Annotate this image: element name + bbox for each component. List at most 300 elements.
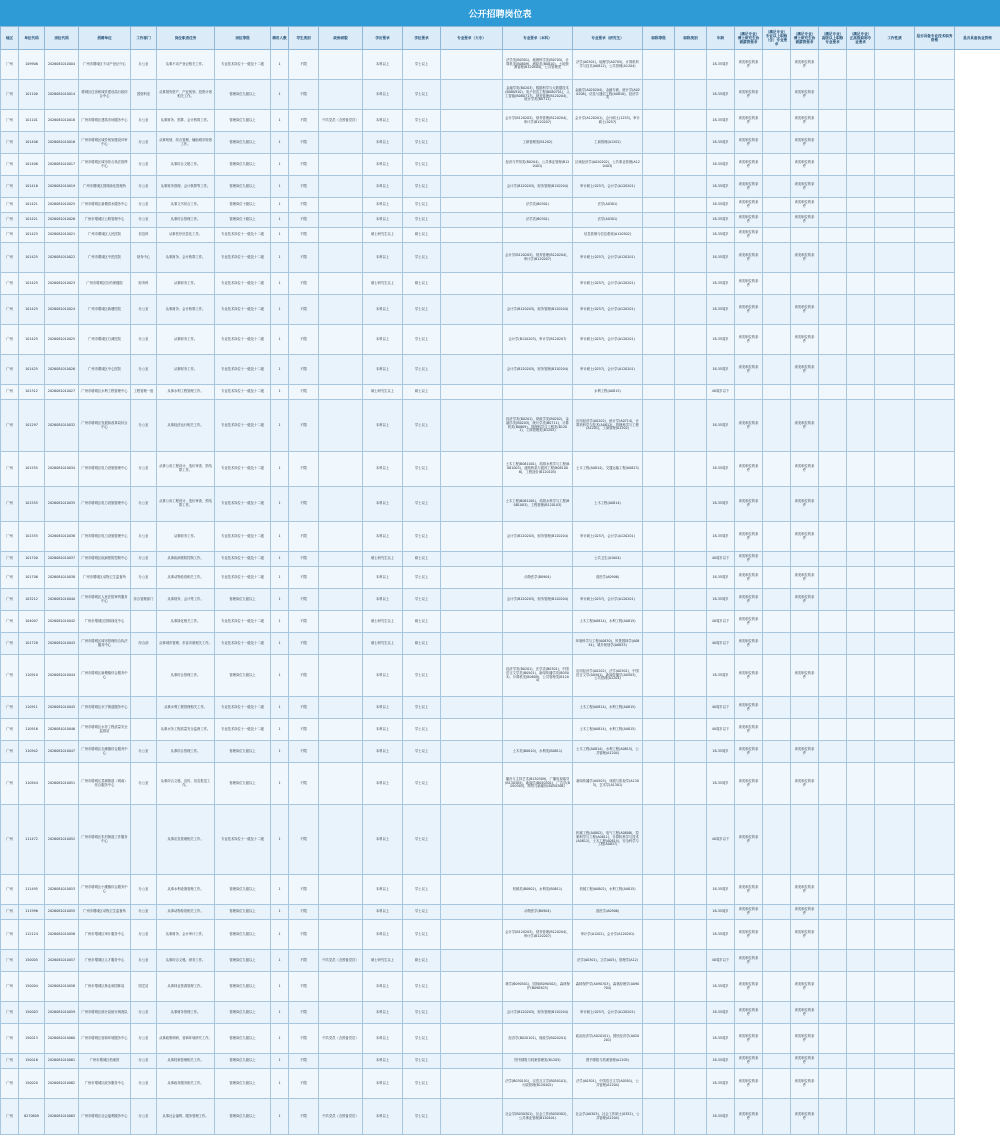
table-cell: 不限 xyxy=(289,719,319,741)
table-cell: 中共党员（含预备党员） xyxy=(319,950,363,972)
table-cell: 该类职位的条件 xyxy=(735,325,763,355)
table-cell xyxy=(915,875,955,905)
table-cell: 专业技术岗位十一级及十二级 xyxy=(215,552,271,567)
table-cell: 学士以上 xyxy=(403,719,441,741)
table-cell: 从事财务工作。 xyxy=(157,355,215,385)
table-cell xyxy=(847,132,875,154)
table-cell: 办公室 xyxy=(131,905,157,920)
table-cell xyxy=(791,228,819,243)
table-cell: 广州市增城区动物卫生监督所 xyxy=(79,567,131,589)
table-cell xyxy=(915,972,955,1002)
table-cell: 2026081010057 xyxy=(45,950,79,972)
table-cell: 广州市增城区荔城街道（城南）综合服务中心 xyxy=(79,763,131,805)
table-cell: 广州市增城区朱村街道工作服务中心 xyxy=(79,805,131,875)
table-cell: 1 xyxy=(271,452,289,487)
table-cell: 2026081010061 xyxy=(45,1054,79,1069)
table-cell: 办公室 xyxy=(131,875,157,905)
table-cell: 1 xyxy=(271,355,289,385)
table-cell: 1 xyxy=(271,655,289,697)
table-cell: 办公室 xyxy=(131,1099,157,1135)
table-cell xyxy=(915,50,955,80)
table-cell: 硕士以上 xyxy=(403,950,441,972)
table-cell xyxy=(441,950,503,972)
table-cell: 1 xyxy=(271,567,289,589)
table-cell xyxy=(319,132,363,154)
table-cell xyxy=(441,1099,503,1135)
table-cell: 2026081010047 xyxy=(45,741,79,763)
table-cell: 1 xyxy=(271,325,289,355)
table-cell xyxy=(763,905,791,920)
table-cell xyxy=(675,522,707,552)
table-cell xyxy=(763,198,791,213)
table-cell: 广州市增城区中医医院 xyxy=(79,243,131,273)
table-cell xyxy=(675,198,707,213)
table-cell: 中共党员（含预备党员） xyxy=(319,110,363,132)
table-cell: 2026081010055 xyxy=(45,905,79,920)
table-cell xyxy=(643,50,675,80)
table-cell: 18-35周岁 xyxy=(707,567,735,589)
table-cell: 不限 xyxy=(289,611,319,633)
table-cell: 学士以上 xyxy=(403,697,441,719)
table-cell xyxy=(441,522,503,552)
table-cell xyxy=(875,50,915,80)
table-cell: 该类职位的条件 xyxy=(735,50,763,80)
table-cell: 该类职位的条件 xyxy=(735,452,763,487)
table-cell xyxy=(503,273,573,295)
table-cell xyxy=(643,243,675,273)
table-cell: 综合管理部门 xyxy=(131,589,157,611)
table-cell: 18-35周岁 xyxy=(707,80,735,110)
table-cell xyxy=(319,920,363,950)
table-cell xyxy=(319,522,363,552)
table-cell xyxy=(915,132,955,154)
table-cell: 学士以上 xyxy=(403,50,441,80)
table-cell: 2026081010032 xyxy=(45,400,79,452)
table-cell: 该类职位的条件 xyxy=(735,611,763,633)
table-cell: 不限 xyxy=(289,228,319,243)
table-cell: 110910 xyxy=(19,655,45,697)
table-cell xyxy=(915,325,955,355)
table-cell xyxy=(915,295,955,325)
table-cell xyxy=(915,213,955,228)
table-cell xyxy=(441,154,503,176)
table-cell: 本科以上 xyxy=(363,110,403,132)
table-cell: 该类职位的条件 xyxy=(791,325,819,355)
table-cell: 该类职位的条件 xyxy=(735,80,763,110)
table-cell: 广州 xyxy=(1,80,19,110)
table-cell xyxy=(763,1002,791,1024)
table-cell: 广州 xyxy=(1,400,19,452)
table-cell xyxy=(675,50,707,80)
table-cell: 不限 xyxy=(289,325,319,355)
table-cell: 学士以上 xyxy=(403,567,441,589)
table-row xyxy=(1,452,1000,487)
table-cell: 学士以上 xyxy=(403,920,441,950)
table-cell: 2026081010038 xyxy=(45,567,79,589)
table-cell xyxy=(319,198,363,213)
table-cell: 广州市增城区政务服务中心 xyxy=(79,1069,131,1099)
table-cell: 广州 xyxy=(1,385,19,400)
table-cell: 2026081010021 xyxy=(45,228,79,243)
table-cell: 土木工程(A0814) xyxy=(573,487,643,522)
table-cell: 经济与贸易类(B0204)，公共事业管理(B120401) xyxy=(503,154,573,176)
table-cell: 110916 xyxy=(19,719,45,741)
table-cell: 该类职位的条件 xyxy=(791,355,819,385)
table-cell: 18-35周岁 xyxy=(707,355,735,385)
table-cell: 从事财务管理、会计核算等工作。 xyxy=(157,176,215,198)
table-cell: 111472 xyxy=(19,805,45,875)
table-cell: 学士以上 xyxy=(403,198,441,213)
table-cell: 办公室 xyxy=(131,1002,157,1024)
table-cell: 18-35周岁 xyxy=(707,763,735,805)
table-cell xyxy=(847,355,875,385)
table-cell xyxy=(319,228,363,243)
table-cell: 专业技术岗位十一级及十二级 xyxy=(215,805,271,875)
table-cell xyxy=(441,1054,503,1069)
table-cell xyxy=(675,132,707,154)
table-cell: 园艺站 xyxy=(131,972,157,1002)
table-cell: 该类职位的条件 xyxy=(735,1054,763,1069)
table-cell: 本科以上 xyxy=(363,972,403,1002)
table-cell: 信息科 xyxy=(131,228,157,243)
table-cell xyxy=(763,295,791,325)
table-cell: 社会学(A0303)，社会工作硕士(0352)，公共管理(A1204) xyxy=(573,1099,643,1135)
table-cell: 18-35周岁 xyxy=(707,452,735,487)
table-cell: 2026081010044 xyxy=(45,655,79,697)
table-cell xyxy=(643,655,675,697)
table-cell: 不限 xyxy=(289,589,319,611)
table-cell xyxy=(819,228,847,243)
table-cell xyxy=(441,552,503,567)
table-cell: 该类职位的条件 xyxy=(735,154,763,176)
table-cell: 18-35周岁 xyxy=(707,1054,735,1069)
table-cell: 本科以上 xyxy=(363,1024,403,1054)
table-cell: 101406 xyxy=(19,132,45,154)
table-cell xyxy=(915,719,955,741)
table-cell: 金融学类(B0203)，数据科学与大数据技术(B080910)，电子信息工程(B080701)，人工智能(B080717)，财务管理(B120204)，统计学类(B0711) xyxy=(503,80,573,110)
table-cell xyxy=(441,741,503,763)
table-cell: 18-35周岁 xyxy=(707,905,735,920)
table-cell xyxy=(675,920,707,950)
table-row xyxy=(1,213,1000,228)
column-header: 专业要求（大专） xyxy=(441,27,503,50)
table-cell: 该类职位的条件 xyxy=(735,655,763,697)
table-cell: 该类职位的条件 xyxy=(735,905,763,920)
table-cell: 学士以上 xyxy=(403,1054,441,1069)
table-row xyxy=(1,763,1000,805)
table-row xyxy=(1,385,1000,400)
table-cell: 2026081010035 xyxy=(45,487,79,522)
table-cell: 管理岗位九级以上 xyxy=(215,154,271,176)
table-cell xyxy=(875,805,915,875)
table-cell: 1 xyxy=(271,1002,289,1024)
table-cell xyxy=(319,611,363,633)
table-cell: 广州市增城区电力设施管理中心 xyxy=(79,452,131,487)
table-cell: 广州市增城区统计局统计调查队 xyxy=(79,1002,131,1024)
table-row xyxy=(1,80,1000,110)
table-cell xyxy=(915,154,955,176)
table-cell xyxy=(643,697,675,719)
table-cell: 广州 xyxy=(1,355,19,385)
table-cell xyxy=(847,1099,875,1135)
table-cell xyxy=(875,355,915,385)
table-cell xyxy=(441,355,503,385)
table-cell: 社会学(B030301)，社会工作(B030302)，公共事业管理(B120401) xyxy=(503,1099,573,1135)
table-cell: 学士以上 xyxy=(403,213,441,228)
table-cell: 从事财务、会计审计工作。 xyxy=(157,920,215,950)
table-cell: 管理岗位九级以上 xyxy=(215,80,271,110)
table-cell xyxy=(643,452,675,487)
table-cell: 1 xyxy=(271,198,289,213)
table-cell: 1 xyxy=(271,228,289,243)
table-cell: 150016 xyxy=(19,1054,45,1069)
table-cell: 该类职位的条件 xyxy=(791,1054,819,1069)
table-cell: 101425 xyxy=(19,325,45,355)
table-cell xyxy=(915,697,955,719)
table-cell: 1 xyxy=(271,920,289,950)
table-cell: 本科以上 xyxy=(363,487,403,522)
table-cell: 办公室 xyxy=(131,110,157,132)
table-cell xyxy=(503,633,573,655)
table-cell: 办公室 xyxy=(131,920,157,950)
table-cell xyxy=(503,611,573,633)
table-cell: 2026081010052 xyxy=(45,805,79,875)
table-cell: 2026081010019 xyxy=(45,176,79,198)
table-cell: 1 xyxy=(271,295,289,325)
table-cell: 18-35周岁 xyxy=(707,325,735,355)
table-cell: 学士以上 xyxy=(403,875,441,905)
table-cell: 专业技术岗位十一级及十二级 xyxy=(215,487,271,522)
table-cell: 中共党员（含预备党员） xyxy=(319,1099,363,1135)
table-cell: 从事社会福利、服务管理工作。 xyxy=(157,1099,215,1135)
table-cell: 150013 xyxy=(19,1024,45,1054)
table-cell: 不限 xyxy=(289,905,319,920)
table-cell: 该类职位的条件 xyxy=(791,176,819,198)
column-header: 学位要求 xyxy=(403,27,441,50)
table-cell xyxy=(763,1024,791,1054)
table-cell: 不限 xyxy=(289,355,319,385)
table-cell xyxy=(915,1024,955,1054)
table-cell xyxy=(441,905,503,920)
table-cell xyxy=(847,452,875,487)
table-cell xyxy=(915,1054,955,1069)
table-cell: 办公室 xyxy=(131,522,157,552)
table-cell xyxy=(675,719,707,741)
column-header: 聘用人数 xyxy=(271,27,289,50)
table-cell: 1 xyxy=(271,213,289,228)
table-row xyxy=(1,920,1000,950)
table-cell xyxy=(875,243,915,273)
table-cell xyxy=(915,243,955,273)
table-cell: 不限 xyxy=(289,741,319,763)
table-cell: 法学(B030101)，汉语言文学(B050101)，行政管理(B120402) xyxy=(503,1069,573,1099)
table-cell: 广州市增城区人才服务中心 xyxy=(79,950,131,972)
table-cell: 广州市增城区水务工程质量安全监督站 xyxy=(79,719,131,741)
table-cell: 从事林业资源管理工作。 xyxy=(157,972,215,1002)
table-cell: 管理岗位九级以上 xyxy=(215,950,271,972)
table-cell: 不限 xyxy=(289,50,319,80)
table-cell xyxy=(763,719,791,741)
table-cell xyxy=(643,213,675,228)
table-cell: 2026081010034 xyxy=(45,452,79,487)
table-row xyxy=(1,132,1000,154)
table-cell xyxy=(319,1054,363,1069)
table-cell xyxy=(791,950,819,972)
page-title: 公开招聘岗位表 xyxy=(0,0,1000,27)
table-cell xyxy=(847,198,875,213)
table-cell xyxy=(503,385,573,400)
table-cell: 动物医学(B0904) xyxy=(503,567,573,589)
table-cell: 不限 xyxy=(289,552,319,567)
table-cell xyxy=(819,805,847,875)
table-cell xyxy=(503,719,573,741)
table-cell: 审计学(A1202)，会计学(A120201) xyxy=(573,920,643,950)
table-cell: 土木类(B0810)，水利类(B0811) xyxy=(503,741,573,763)
table-cell: 40周岁以下 xyxy=(707,611,735,633)
table-cell xyxy=(847,154,875,176)
table-cell xyxy=(847,213,875,228)
table-cell: 18-35周岁 xyxy=(707,1002,735,1024)
column-header: 是否具备专业技术职务资格 xyxy=(915,27,955,50)
table-row xyxy=(1,552,1000,567)
table-row xyxy=(1,950,1000,972)
table-cell: 本科以上 xyxy=(363,567,403,589)
table-cell xyxy=(441,697,503,719)
table-cell: 硕士以上 xyxy=(403,552,441,567)
table-row xyxy=(1,50,1000,80)
table-cell xyxy=(847,80,875,110)
table-cell xyxy=(319,80,363,110)
table-cell: 广州 xyxy=(1,487,19,522)
table-cell: 18-35周岁 xyxy=(707,920,735,950)
table-cell: 管理岗位九级以上 xyxy=(215,589,271,611)
table-cell: 从事综合管理工作。 xyxy=(157,741,215,763)
table-header-row xyxy=(1,27,1000,50)
table-cell xyxy=(763,875,791,905)
table-cell xyxy=(503,228,573,243)
table-cell: 广州市增城区城市管理综合执法服务中心 xyxy=(79,633,131,655)
table-cell xyxy=(819,741,847,763)
table-cell xyxy=(875,552,915,567)
table-cell: 广州市增城区电力设施管理中心 xyxy=(79,487,131,522)
table-cell xyxy=(319,697,363,719)
table-cell xyxy=(675,950,707,972)
table-cell: 广州市增城区城乡规划建设评审中心 xyxy=(79,132,131,154)
table-cell xyxy=(441,1024,503,1054)
table-cell: 管理岗位九级以上 xyxy=(215,905,271,920)
table-cell xyxy=(819,589,847,611)
table-cell xyxy=(847,805,875,875)
table-cell: 会计学(B120203)，财务管理(B120204) xyxy=(503,522,573,552)
table-cell xyxy=(875,1099,915,1135)
table-cell xyxy=(441,719,503,741)
table-cell: 1 xyxy=(271,400,289,452)
table-cell: 工商管理类(B1202) xyxy=(503,132,573,154)
table-cell: 该类职位的条件 xyxy=(735,400,763,452)
table-cell xyxy=(441,400,503,452)
table-cell: 1 xyxy=(271,552,289,567)
table-cell xyxy=(875,1002,915,1024)
table-cell: 1 xyxy=(271,487,289,522)
table-row xyxy=(1,611,1000,633)
table-cell: 该类职位的条件 xyxy=(735,355,763,385)
table-cell: 办公室 xyxy=(131,763,157,805)
table-cell: 硕士研究生以上 xyxy=(363,950,403,972)
table-cell: 经济学类(B0201)，财政学类(B0202)，金融学类(B0203)，统计学类(B0711)，计算机类(B0809)，管理科学与工程类(B1201)，工商管理类(B1202) xyxy=(503,400,573,452)
column-header: 是否具备执业资格 xyxy=(955,27,1000,50)
table-cell xyxy=(319,176,363,198)
table-cell: 该类职位的条件 xyxy=(735,110,763,132)
table-cell: 40周岁以下 xyxy=(707,950,735,972)
table-cell: 不限 xyxy=(289,176,319,198)
table-cell: 公共卫生(A1004) xyxy=(573,552,643,567)
table-cell: 2026081010026 xyxy=(45,213,79,228)
column-header: （满足专业）博士研究生协商薪资要求 xyxy=(735,27,763,50)
table-cell: 该类职位的条件 xyxy=(735,719,763,741)
table-cell xyxy=(441,633,503,655)
table-cell xyxy=(875,1054,915,1069)
table-cell: 兽医学(A0906) xyxy=(573,567,643,589)
table-cell xyxy=(319,355,363,385)
table-row xyxy=(1,1002,1000,1024)
table-cell xyxy=(643,487,675,522)
table-cell: 18-35周岁 xyxy=(707,213,735,228)
table-cell xyxy=(675,1002,707,1024)
table-cell: 广州 xyxy=(1,875,19,905)
table-cell: 本科以上 xyxy=(363,920,403,950)
table-cell xyxy=(763,697,791,719)
table-cell xyxy=(791,273,819,295)
table-cell: 应用经济学(A0202)，法学(A0301)，中国语言文学(A0501)，新闻传播学(A0503)，公共管理(A1204) xyxy=(573,655,643,697)
table-cell: 该类职位的条件 xyxy=(791,295,819,325)
table-cell: 法学(A0301) xyxy=(573,213,643,228)
table-cell xyxy=(819,875,847,905)
table-cell: 硕士以上 xyxy=(403,228,441,243)
table-cell: 管理岗位九级以上 xyxy=(215,972,271,1002)
table-cell: 该类职位的条件 xyxy=(735,487,763,522)
table-cell: 办公室 xyxy=(131,1069,157,1099)
table-cell xyxy=(819,611,847,633)
table-cell: 18-35周岁 xyxy=(707,176,735,198)
table-cell: 101100 xyxy=(19,80,45,110)
table-cell: 不限 xyxy=(289,154,319,176)
table-cell xyxy=(319,213,363,228)
table-cell xyxy=(847,589,875,611)
table-cell xyxy=(875,213,915,228)
table-cell xyxy=(875,611,915,633)
table-cell xyxy=(915,198,955,213)
table-cell xyxy=(675,1099,707,1135)
table-cell xyxy=(643,355,675,385)
table-cell: 101555 xyxy=(19,487,45,522)
column-header: （满足专业）正高级职称专业要求 xyxy=(847,27,875,50)
table-cell: 该类职位的条件 xyxy=(735,213,763,228)
table-cell: 不限 xyxy=(289,243,319,273)
table-cell xyxy=(319,385,363,400)
table-cell: 2026081010025 xyxy=(45,325,79,355)
table-cell: 111996 xyxy=(19,905,45,920)
table-cell xyxy=(441,243,503,273)
table-cell xyxy=(847,325,875,355)
table-cell: 18-35周岁 xyxy=(707,198,735,213)
table-cell xyxy=(675,655,707,697)
table-cell: 法学类(B0301)，地理科学类(B0705)，计算机类(B0809)，测绘类(B0810)，土地资源管理(B120404)，公共管理类 xyxy=(503,50,573,80)
table-cell: 不限 xyxy=(289,213,319,228)
table-cell: 2026081010053 xyxy=(45,875,79,905)
table-cell: 管理岗位九级以上 xyxy=(215,1002,271,1024)
table-cell xyxy=(819,213,847,228)
table-cell: 本科以上 xyxy=(363,1054,403,1069)
